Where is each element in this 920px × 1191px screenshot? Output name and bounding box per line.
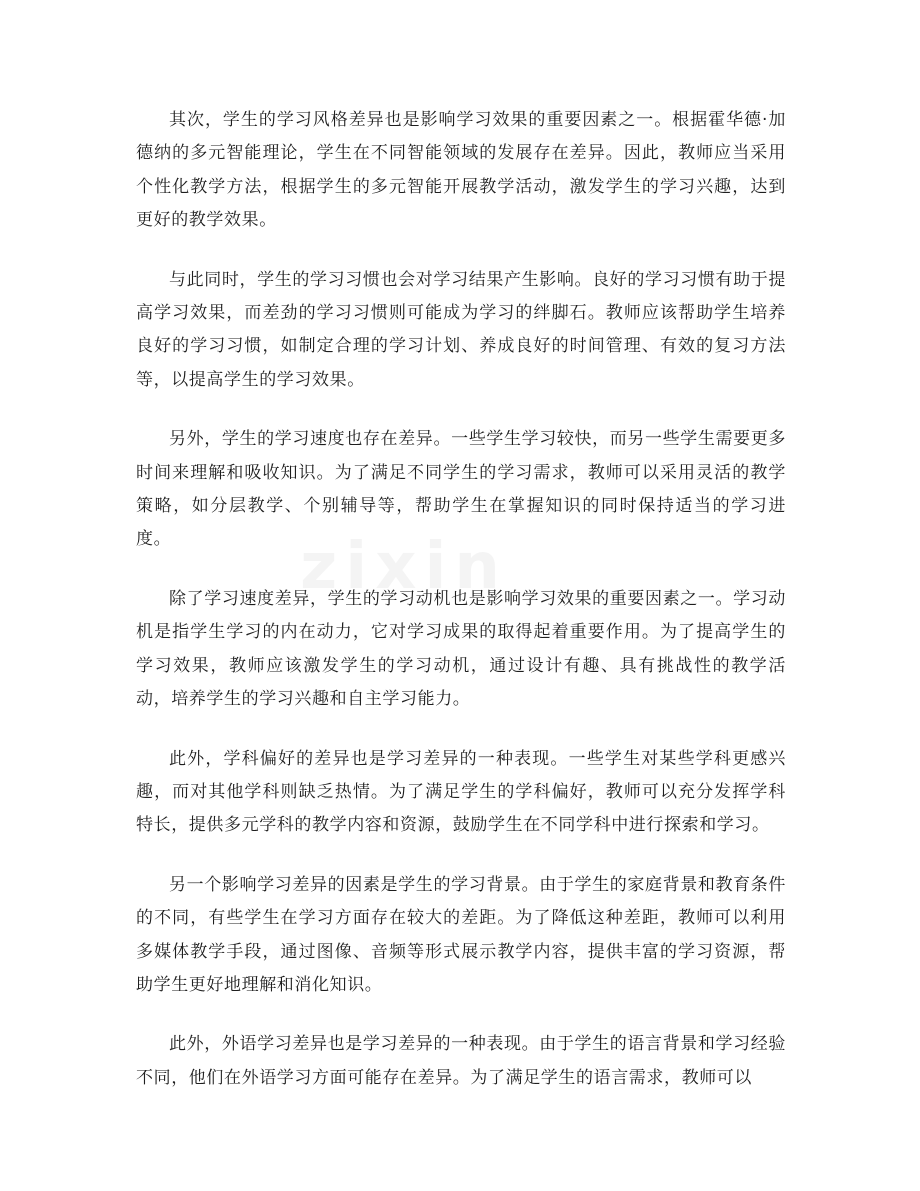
paragraph: 此外，学科偏好的差异也是学习差异的一种表现。一些学生对某些学科更感兴趣，而对其他学科则缺乏热情。为了满足学生的学科偏好，教师可以充分发挥学科特长，提供多元学科的教学内容和资源，鼓励学生在不同学科中进行探索和学习。 [136,748,786,836]
paragraph: 另外，学生的学习速度也存在差异。一些学生学习较快，而另一些学生需要更多时间来理解和吸收知识。为了满足不同学生的学习需求，教师可以采用灵活的教学策略，如分层教学、个别辅导等，帮助学生在掌握知识的同时保持适当的学习进度。 [136,429,786,550]
paragraph: 与此同时，学生的学习习惯也会对学习结果产生影响。良好的学习习惯有助于提高学习效果，而差劲的学习习惯则可能成为学习的绊脚石。教师应该帮助学生培养良好的学习习惯，如制定合理的学习计划、养成良好的时间管理、有效的复习方法等，以提高学生的学习效果。 [136,269,786,390]
paragraph: 另一个影响学习差异的因素是学生的学习背景。由于学生的家庭背景和教育条件的不同，有些学生在学习方面存在较大的差距。为了降低这种差距，教师可以利用多媒体教学手段，通过图像、音频等形式展示教学内容，提供丰富的学习资源，帮助学生更好地理解和消化知识。 [136,874,786,995]
paragraph: 此外，外语学习差异也是学习差异的一种表现。由于学生的语言背景和学习经验不同，他们在外语学习方面可能存在差异。为了满足学生的语言需求，教师可以 [136,1034,786,1088]
paragraph: 其次，学生的学习风格差异也是影响学习效果的重要因素之一。根据霍华德·加德纳的多元智能理论，学生在不同智能领域的发展存在差异。因此，教师应当采用个性化教学方法，根据学生的多元智能开展教学活动，激发学生的学习兴趣，达到更好的教学效果。 [136,110,786,231]
paragraph: 除了学习速度差异，学生的学习动机也是影响学习效果的重要因素之一。学习动机是指学生学习的内在动力，它对学习成果的取得起着重要作用。为了提高学生的学习效果，教师应该激发学生的学习动机，通过设计有趣、具有挑战性的教学活动，培养学生的学习兴趣和自主学习能力。 [136,588,786,710]
document-body [136,104,786,1121]
